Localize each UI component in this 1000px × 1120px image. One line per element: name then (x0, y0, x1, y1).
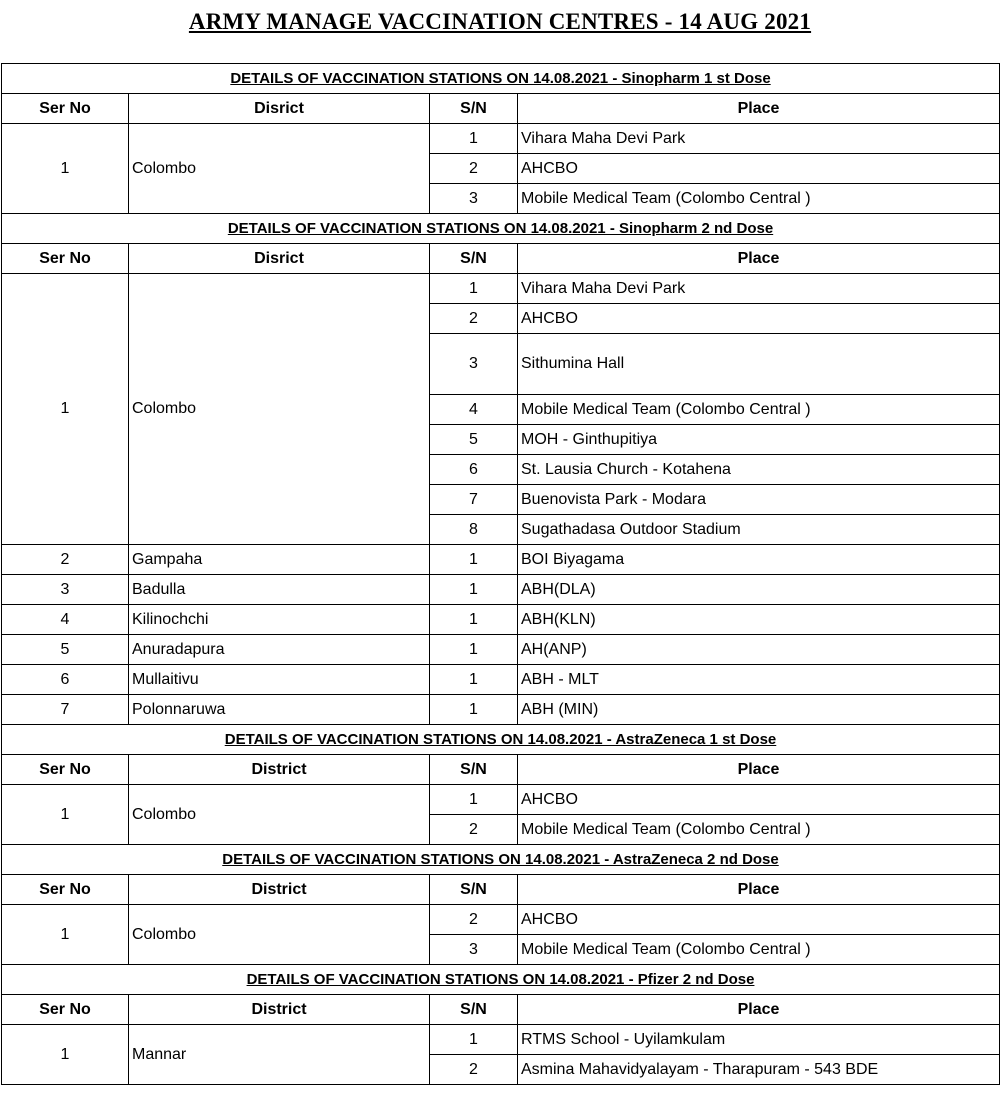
ser-no-cell: 5 (2, 635, 129, 665)
ser-no-header: Ser No (2, 995, 129, 1025)
place-cell: ABH(DLA) (518, 575, 1000, 605)
place-cell: Vihara Maha Devi Park (518, 274, 1000, 304)
place-cell: Sugathadasa Outdoor Stadium (518, 515, 1000, 545)
column-header-row (2, 755, 1000, 785)
sn-cell: 2 (430, 304, 518, 334)
place-cell: Buenovista Park - Modara (518, 485, 1000, 515)
district-cell: Mannar (129, 1025, 430, 1085)
column-header-row (2, 995, 1000, 1025)
ser-no-cell: 1 (2, 124, 129, 214)
column-header-row (2, 244, 1000, 274)
vaccination-table-body (2, 64, 1000, 1085)
district-header: District (129, 755, 430, 785)
district-cell: Anuradapura (129, 635, 430, 665)
district-cell: Mullaitivu (129, 665, 430, 695)
sn-cell: 1 (430, 274, 518, 304)
section-heading: DETAILS OF VACCINATION STATIONS ON 14.08.2021 - Sinopharm 2 nd Dose (2, 214, 1000, 244)
sn-cell: 1 (430, 695, 518, 725)
ser-no-cell: 4 (2, 605, 129, 635)
place-cell: ABH(KLN) (518, 605, 1000, 635)
section-heading-row (2, 214, 1000, 244)
section-heading: DETAILS OF VACCINATION STATIONS ON 14.08.2021 - Sinopharm 1 st Dose (2, 64, 1000, 94)
place-cell: St. Lausia Church - Kotahena (518, 455, 1000, 485)
sn-header: S/N (430, 244, 518, 274)
place-cell: AHCBO (518, 905, 1000, 935)
sn-cell: 3 (430, 334, 518, 395)
place-cell: Asmina Mahavidyalayam - Tharapuram - 543 BDE (518, 1055, 1000, 1085)
section-heading: DETAILS OF VACCINATION STATIONS ON 14.08.2021 - AstraZeneca 1 st Dose (2, 725, 1000, 755)
sn-cell: 3 (430, 184, 518, 214)
ser-no-cell: 1 (2, 905, 129, 965)
column-header-row (2, 875, 1000, 905)
sn-header: S/N (430, 755, 518, 785)
sn-cell: 1 (430, 605, 518, 635)
district-header: Disrict (129, 94, 430, 124)
sn-header: S/N (430, 995, 518, 1025)
sn-cell: 8 (430, 515, 518, 545)
district-cell: Polonnaruwa (129, 695, 430, 725)
section-heading-row (2, 64, 1000, 94)
table-row (2, 605, 1000, 635)
place-cell: AHCBO (518, 154, 1000, 184)
place-header: Place (518, 995, 1000, 1025)
place-cell: ABH (MIN) (518, 695, 1000, 725)
district-cell: Kilinochchi (129, 605, 430, 635)
place-header: Place (518, 244, 1000, 274)
sn-cell: 7 (430, 485, 518, 515)
sn-cell: 4 (430, 395, 518, 425)
district-cell: Badulla (129, 575, 430, 605)
place-cell: AH(ANP) (518, 635, 1000, 665)
sn-cell: 5 (430, 425, 518, 455)
table-row (2, 665, 1000, 695)
column-header-row (2, 94, 1000, 124)
district-cell: Colombo (129, 905, 430, 965)
section-heading-row (2, 725, 1000, 755)
sn-cell: 1 (430, 635, 518, 665)
ser-no-header: Ser No (2, 244, 129, 274)
sn-cell: 2 (430, 815, 518, 845)
ser-no-cell: 6 (2, 665, 129, 695)
sn-cell: 3 (430, 935, 518, 965)
table-row (2, 695, 1000, 725)
vaccination-table (1, 63, 1000, 1085)
place-cell: Sithumina Hall (518, 334, 1000, 395)
section-heading-row (2, 845, 1000, 875)
ser-no-header: Ser No (2, 875, 129, 905)
district-cell: Colombo (129, 274, 430, 545)
sn-cell: 1 (430, 124, 518, 154)
place-header: Place (518, 94, 1000, 124)
section-heading: DETAILS OF VACCINATION STATIONS ON 14.08.2021 - Pfizer 2 nd Dose (2, 965, 1000, 995)
ser-no-header: Ser No (2, 94, 129, 124)
sn-cell: 2 (430, 154, 518, 184)
sn-cell: 1 (430, 545, 518, 575)
section-heading-row (2, 965, 1000, 995)
section-heading: DETAILS OF VACCINATION STATIONS ON 14.08.2021 - AstraZeneca 2 nd Dose (2, 845, 1000, 875)
table-row (2, 545, 1000, 575)
district-cell: Gampaha (129, 545, 430, 575)
table-row (2, 274, 1000, 304)
sn-cell: 1 (430, 785, 518, 815)
ser-no-cell: 2 (2, 545, 129, 575)
place-cell: AHCBO (518, 304, 1000, 334)
district-header: District (129, 875, 430, 905)
table-row (2, 1025, 1000, 1055)
sn-cell: 2 (430, 1055, 518, 1085)
table-row (2, 905, 1000, 935)
district-cell: Colombo (129, 785, 430, 845)
ser-no-cell: 7 (2, 695, 129, 725)
sn-cell: 1 (430, 665, 518, 695)
place-cell: Vihara Maha Devi Park (518, 124, 1000, 154)
ser-no-cell: 1 (2, 1025, 129, 1085)
sn-header: S/N (430, 875, 518, 905)
place-header: Place (518, 875, 1000, 905)
place-cell: ABH - MLT (518, 665, 1000, 695)
district-header: District (129, 995, 430, 1025)
place-cell: Mobile Medical Team (Colombo Central ) (518, 184, 1000, 214)
ser-no-cell: 3 (2, 575, 129, 605)
sn-header: S/N (430, 94, 518, 124)
sn-cell: 1 (430, 1025, 518, 1055)
district-header: Disrict (129, 244, 430, 274)
place-cell: Mobile Medical Team (Colombo Central ) (518, 935, 1000, 965)
sn-cell: 2 (430, 905, 518, 935)
table-row (2, 635, 1000, 665)
table-row (2, 575, 1000, 605)
ser-no-cell: 1 (2, 274, 129, 545)
place-cell: MOH - Ginthupitiya (518, 425, 1000, 455)
sn-cell: 6 (430, 455, 518, 485)
place-header: Place (518, 755, 1000, 785)
ser-no-cell: 1 (2, 785, 129, 845)
place-cell: RTMS School - Uyilamkulam (518, 1025, 1000, 1055)
sn-cell: 1 (430, 575, 518, 605)
place-cell: Mobile Medical Team (Colombo Central ) (518, 395, 1000, 425)
page-title: ARMY MANAGE VACCINATION CENTRES - 14 AUG 2021 (188, 9, 812, 34)
ser-no-header: Ser No (2, 755, 129, 785)
table-row (2, 124, 1000, 154)
table-row (2, 785, 1000, 815)
place-cell: AHCBO (518, 785, 1000, 815)
place-cell: Mobile Medical Team (Colombo Central ) (518, 815, 1000, 845)
district-cell: Colombo (129, 124, 430, 214)
place-cell: BOI Biyagama (518, 545, 1000, 575)
